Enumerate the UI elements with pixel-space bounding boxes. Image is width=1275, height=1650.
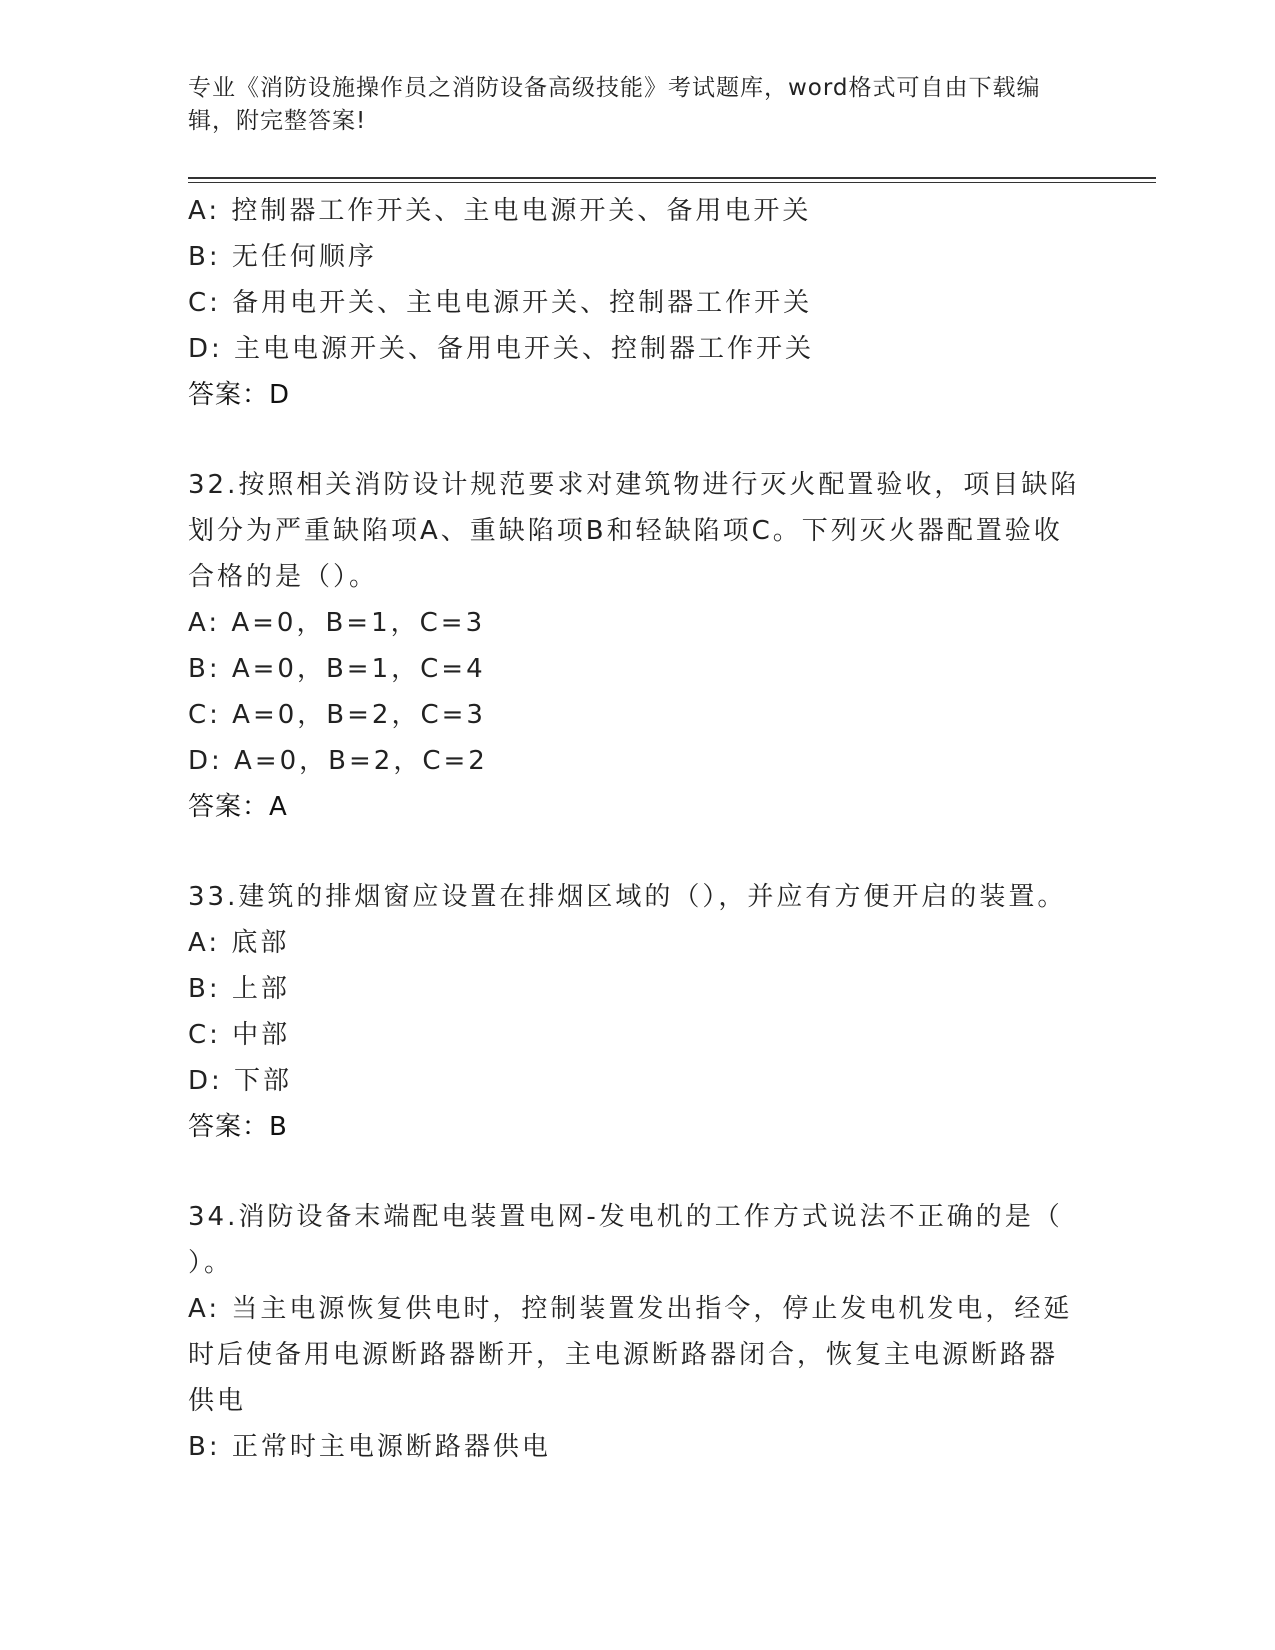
- option-d: D: 下部: [188, 1066, 293, 1096]
- spacer: [188, 418, 1088, 462]
- option-b: B: 正常时主电源断路器供电: [188, 1432, 551, 1462]
- option-c: C: 备用电开关、主电电源开关、控制器工作开关: [188, 288, 813, 318]
- option-c: C: A=0，B=2，C=3: [188, 700, 486, 730]
- question-stem-line: 合格的是（）。: [188, 562, 379, 592]
- answer-line: 答案：A: [188, 792, 288, 822]
- header-divider-thick: [188, 177, 1156, 179]
- option-d: D: A=0，B=2，C=2: [188, 746, 488, 776]
- option-a: A: 控制器工作开关、主电电源开关、备用电开关: [188, 196, 812, 226]
- question-32: [188, 462, 1088, 830]
- question-stem-line: 32.按照相关消防设计规范要求对建筑物进行灭火配置验收，项目缺陷: [188, 470, 1080, 500]
- question-stem-line: 划分为严重缺陷项A、重缺陷项B和轻缺陷项C。下列灭火器配置验收: [188, 516, 1063, 546]
- document-header: [188, 72, 1068, 138]
- option-b: B: A=0，B=1，C=4: [188, 654, 486, 684]
- question-stem-line: 34.消防设备末端配电装置电网-发电机的工作方式说法不正确的是（: [188, 1202, 1063, 1232]
- option-b: B: 无任何顺序: [188, 242, 377, 272]
- option-a: A: 底部: [188, 928, 290, 958]
- option-a-line: 供电: [188, 1386, 247, 1416]
- option-a: A: A=0，B=1，C=3: [188, 608, 486, 638]
- header-line-2: 辑，附完整答案!: [188, 108, 367, 134]
- spacer: [188, 830, 1088, 874]
- option-a-line: A: 当主电源恢复供电时，控制装置发出指令，停止发电机发电，经延: [188, 1294, 1073, 1324]
- question-stem-line: 33.建筑的排烟窗应设置在排烟区域的（），并应有方便开启的装置。: [188, 882, 1067, 912]
- answer-line: 答案：B: [188, 1112, 288, 1142]
- option-d: D: 主电电源开关、备用电开关、控制器工作开关: [188, 334, 815, 364]
- question-33: [188, 874, 1088, 1150]
- option-c: C: 中部: [188, 1020, 291, 1050]
- option-a-line: 时后使备用电源断路器断开，主电源断路器闭合，恢复主电源断路器: [188, 1340, 1059, 1370]
- question-34: [188, 1194, 1088, 1470]
- answer-line: 答案：D: [188, 380, 291, 410]
- option-b: B: 上部: [188, 974, 290, 1004]
- question-31: [188, 188, 1088, 418]
- header-line-1: 专业《消防设施操作员之消防设备高级技能》考试题库，word格式可自由下载编: [188, 75, 1041, 101]
- question-list: [188, 188, 1088, 1470]
- spacer: [188, 1150, 1088, 1194]
- question-stem-line: ）。: [188, 1248, 234, 1278]
- header-divider-thin: [188, 182, 1156, 183]
